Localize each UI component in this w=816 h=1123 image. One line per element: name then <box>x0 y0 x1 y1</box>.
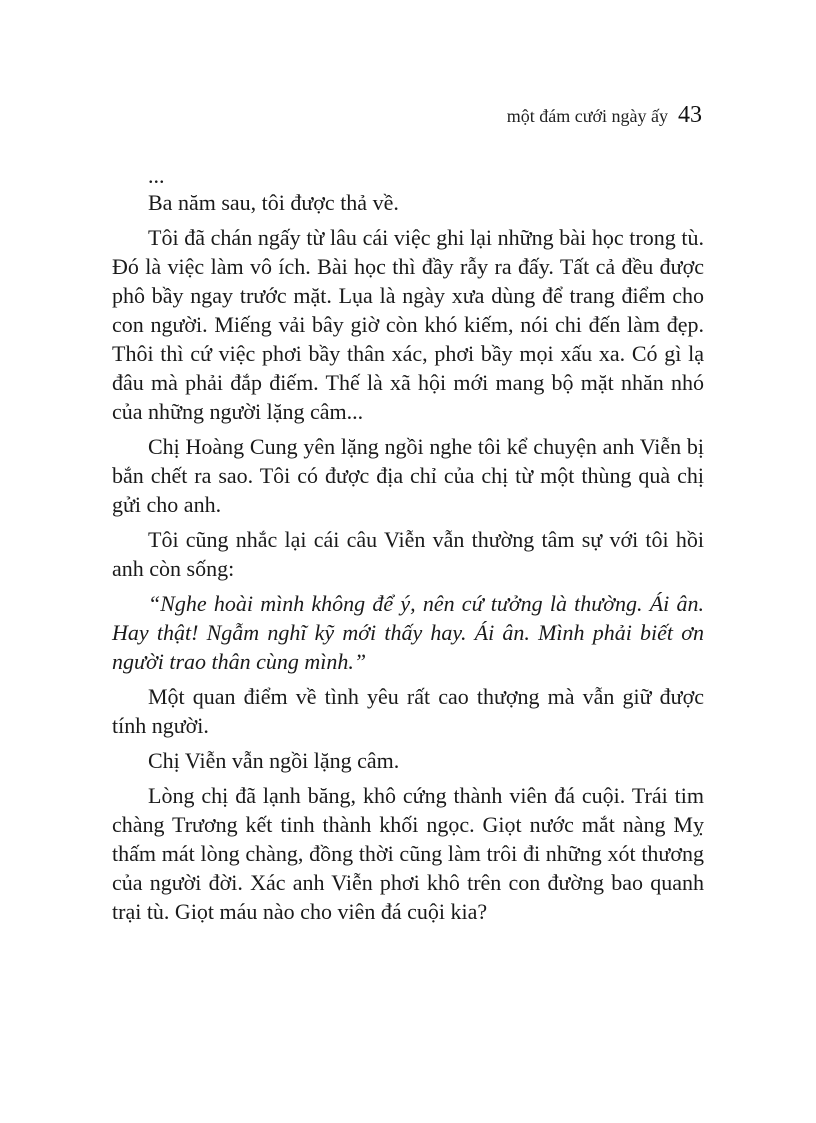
paragraph: Chị Hoàng Cung yên lặng ngồi nghe tôi kể chuyện anh Viễn bị bắn chết ra sao. Tôi có được địa chỉ của chị từ một thùng quà chị gửi cho anh. <box>112 434 704 517</box>
paragraph: Tôi đã chán ngấy từ lâu cái việc ghi lại những bài học trong tù. Đó là việc làm vô ích. Bài học thì đầy rẫy ra đấy. Tất cả đều được phô bầy ngay trước mặt. Lụa là ngày xưa dùng để trang điểm cho con người. Miếng vải bây giờ còn khó kiếm, nói chi đến làm đẹp. Thôi thì cứ việc phơi bầy thân xác, phơi bầy mọi xấu xa. Có gì lạ đâu mà phải đắp điếm. Thế là xã hội mới mang bộ mặt nhăn nhó của những người lặng câm... <box>112 225 704 424</box>
paragraph: Tôi cũng nhắc lại cái câu Viễn vẫn thường tâm sự với tôi hồi anh còn sống: <box>112 527 704 581</box>
page-number: 43 <box>678 102 702 128</box>
paragraph: Lòng chị đã lạnh băng, khô cứng thành viên đá cuội. Trái tim chàng Trương kết tinh thành khối ngọc. Giọt nước mắt nàng Mỵ thấm mát lòng chàng, đồng thời cũng làm trôi đi những xót thương của người đời. Xác anh Viễn phơi khô trên con đường bao quanh trại tù. Giọt máu nào cho viên đá cuội kia? <box>112 783 704 924</box>
paragraph: Một quan điểm về tình yêu rất cao thượng mà vẫn giữ được tính người. <box>112 684 704 738</box>
quote-paragraph: “Nghe hoài mình không để ý, nên cứ tưởng là thường. Ái ân. Hay thật! Ngẫm nghĩ kỹ mới thấy hay. Ái ân. Mình phải biết ơn người trao thân cùng mình.” <box>112 591 704 674</box>
paragraph: Ba năm sau, tôi được thả về. <box>148 190 399 215</box>
paragraph-ellipsis: ... <box>148 163 165 188</box>
text-body <box>112 164 704 932</box>
running-title: một đám cưới ngày ấy <box>506 106 668 126</box>
paragraph: Chị Viễn vẫn ngồi lặng câm. <box>148 748 400 773</box>
page-header <box>507 102 702 136</box>
